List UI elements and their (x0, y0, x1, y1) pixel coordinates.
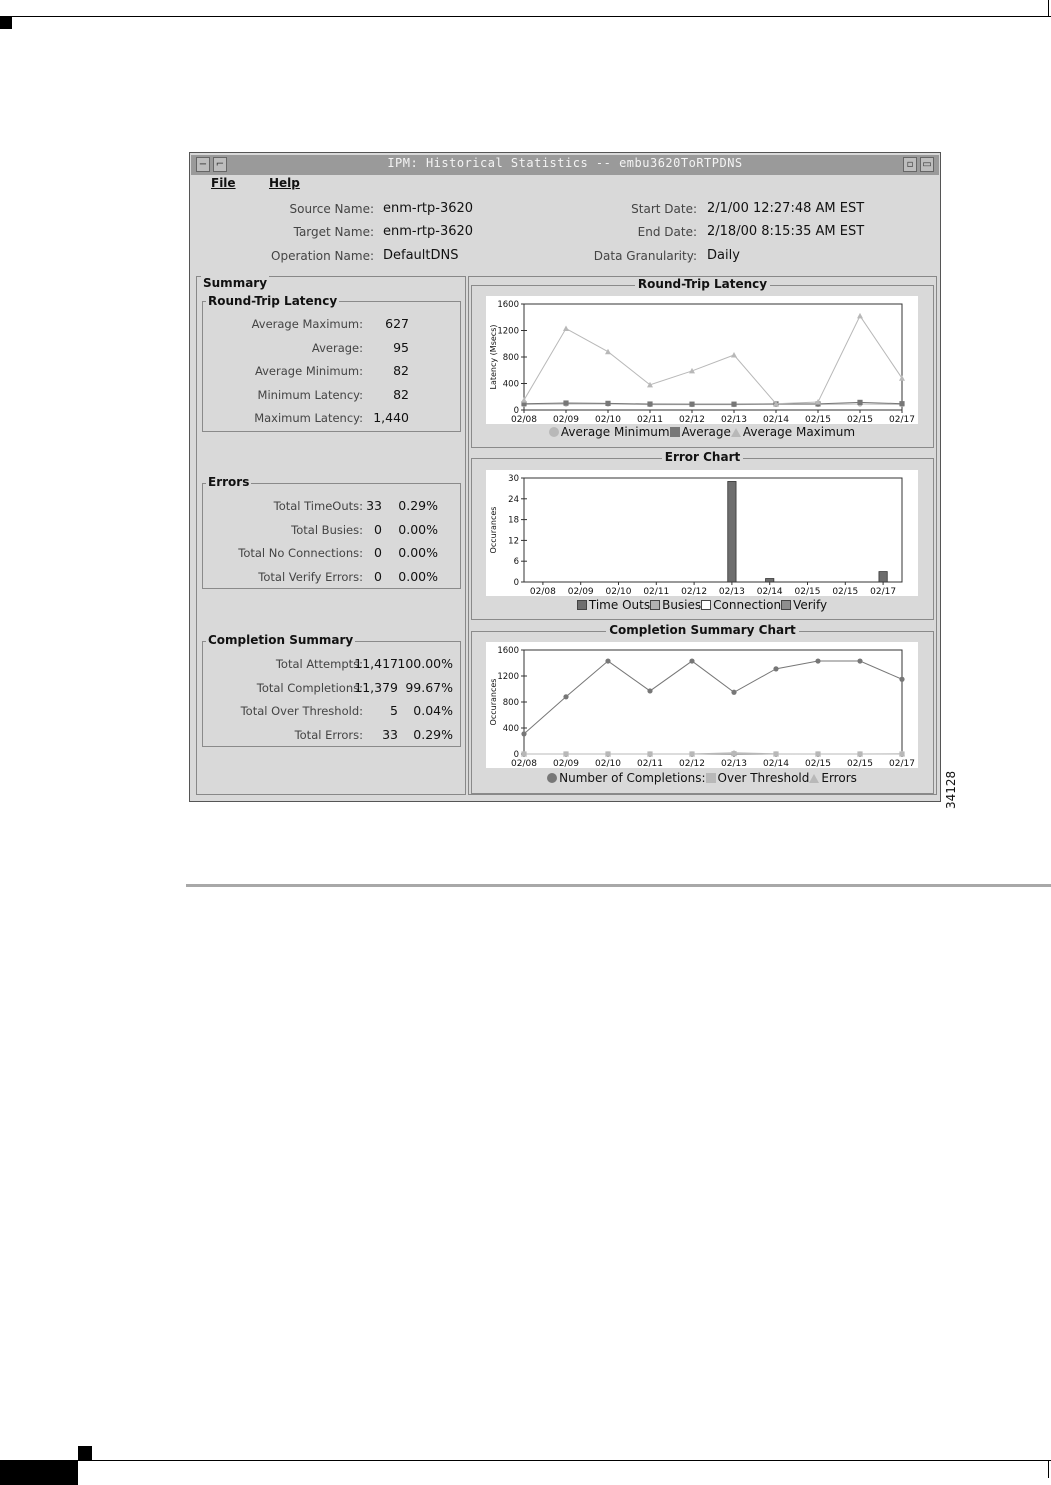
completion-chart (486, 642, 918, 768)
granularity-value: Daily (707, 248, 740, 263)
legend-label: Busies (662, 598, 702, 612)
y-tick-label: 6 (513, 557, 519, 568)
section-rule (186, 884, 1051, 887)
x-tick-label: 02/10 (595, 415, 621, 424)
error-bar (728, 481, 736, 582)
x-tick-label: 02/17 (889, 759, 915, 768)
y-tick-label: 1200 (497, 326, 519, 337)
x-tick-label: 02/10 (595, 759, 621, 768)
figure-id: 34128 (944, 770, 958, 810)
y-tick-label: 12 (508, 536, 519, 547)
x-tick-label: 02/15 (847, 415, 873, 424)
operation-name-value: DefaultDNS (383, 248, 459, 263)
error-chart (486, 470, 918, 596)
x-tick-label: 02/17 (889, 415, 915, 424)
data-point (605, 401, 610, 406)
latency-row-label: Average: (311, 340, 363, 355)
x-tick-label: 02/08 (511, 415, 537, 424)
y-axis-label: Occurances (489, 506, 498, 554)
legend-swatch (549, 427, 559, 437)
legend-swatch (701, 600, 711, 610)
completion-chart-legend (486, 770, 918, 786)
latency-row-value: 1,440 (373, 410, 409, 426)
y-tick-label: 0 (513, 750, 519, 760)
completion-row-label: Total Completions: (256, 680, 363, 695)
latency-summary-title: Round-Trip Latency (208, 294, 338, 308)
legend-item (650, 598, 701, 612)
errors-row-value: 0 (374, 568, 382, 584)
errors-row-percent: 0.29% (398, 498, 438, 513)
latency-row-label: Minimum Latency: (257, 387, 363, 402)
y-tick-label: 30 (508, 474, 519, 484)
data-point (563, 400, 568, 405)
menu-file[interactable] (211, 176, 236, 192)
data-point (563, 694, 568, 699)
x-tick-label: 02/09 (567, 587, 594, 596)
x-tick-label: 02/17 (870, 587, 897, 596)
bottom-right-tick (1048, 1461, 1049, 1478)
x-tick-label: 02/09 (553, 759, 579, 768)
target-name-label: Target Name: (293, 225, 374, 239)
legend-swatch (809, 774, 819, 783)
legend-item (670, 425, 731, 439)
completion-summary-title: Completion Summary (208, 633, 354, 647)
completion-chart-title-text: Completion Summary Chart (606, 623, 799, 637)
menu-bar (191, 175, 939, 193)
y-tick-label: 18 (508, 515, 519, 526)
x-tick-label: 02/10 (605, 587, 632, 596)
legend-item (549, 425, 670, 439)
data-point (689, 402, 694, 407)
completion-row-value: 11,379 (354, 679, 398, 695)
x-tick-label: 02/13 (721, 759, 747, 768)
menu-icon: ⌐ (215, 159, 225, 170)
error-chart-legend (486, 597, 918, 613)
latency-row-value: 82 (393, 363, 409, 379)
error-chart-title (471, 450, 934, 465)
x-tick-label: 02/14 (756, 587, 783, 596)
restore-button[interactable] (903, 157, 917, 172)
window-menu-button[interactable] (196, 157, 210, 172)
legend-label: Number of Completions: (559, 771, 706, 785)
completion-row-value: 33 (382, 726, 398, 742)
latency-chart-title-text: Round-Trip Latency (635, 277, 770, 291)
x-tick-label: 02/15 (832, 587, 859, 596)
latency-row-value: 627 (385, 316, 409, 331)
errors-row-percent: 0.00% (398, 568, 438, 584)
legend-swatch (706, 773, 716, 783)
completion-row-label: Total Attempts: (275, 657, 363, 671)
latency-chart-legend (486, 424, 918, 440)
end-date-label: End Date: (637, 225, 697, 239)
data-point (521, 731, 526, 736)
y-tick-label: 0 (513, 578, 519, 588)
y-axis-label: Occurances (489, 678, 498, 726)
latency-chart-title (471, 277, 934, 292)
completion-row-label: Total Over Threshold: (240, 704, 363, 719)
legend-label: Connection (713, 598, 782, 612)
legend-swatch (577, 600, 587, 610)
restore-icon: ▫ (906, 159, 914, 170)
errors-row-label: Total No Connections: (238, 546, 363, 561)
latency-row-value: 95 (393, 339, 409, 355)
window-shade-button[interactable] (213, 157, 227, 172)
completion-row-percent: 0.04% (413, 703, 453, 719)
maximize-icon: ▭ (922, 159, 932, 170)
maximize-button[interactable] (920, 157, 934, 172)
errors-row-label: Total Busies: (291, 522, 363, 537)
data-point (815, 658, 820, 663)
errors-row-label: Total Verify Errors: (258, 569, 363, 584)
y-tick-label: 800 (502, 353, 519, 363)
x-tick-label: 02/11 (637, 415, 663, 424)
x-tick-label: 02/15 (805, 415, 831, 424)
x-tick-label: 02/14 (763, 759, 789, 768)
data-point (647, 401, 652, 406)
bottom-corner-mark (78, 1446, 92, 1460)
legend-item (577, 598, 650, 612)
x-tick-label: 02/08 (511, 759, 537, 768)
error-bar (879, 572, 887, 582)
data-point (605, 658, 610, 663)
start-date-label: Start Date: (631, 202, 697, 216)
start-date-value: 2/1/00 12:27:48 AM EST (707, 201, 865, 216)
top-right-tick (1048, 0, 1049, 17)
latency-row-label: Average Minimum: (254, 364, 363, 379)
data-point (731, 690, 736, 695)
menu-help[interactable] (269, 176, 300, 192)
granularity-label: Data Granularity: (593, 249, 697, 263)
latency-row-label: Maximum Latency: (254, 411, 363, 426)
x-tick-label: 02/09 (553, 415, 579, 424)
legend-item (547, 771, 705, 785)
completion-row-value: 11,417 (354, 656, 398, 671)
legend-label: Average Minimum (560, 425, 670, 439)
x-tick-label: 02/11 (643, 587, 670, 596)
legend-label: Errors (821, 771, 857, 785)
bottom-page-bar (0, 1461, 78, 1485)
legend-swatch (650, 600, 660, 610)
legend-label: Verify (793, 598, 828, 612)
y-tick-label: 400 (502, 379, 519, 390)
legend-swatch (547, 773, 557, 783)
latency-chart (486, 296, 918, 424)
legend-swatch (781, 600, 791, 610)
top-rule (0, 16, 1051, 17)
errors-row-percent: 0.00% (398, 521, 438, 537)
y-tick-label: 0 (513, 406, 519, 416)
legend-label: Over Threshold (717, 771, 810, 785)
x-tick-label: 02/08 (529, 587, 556, 596)
latency-row-value: 82 (393, 386, 409, 402)
data-point (647, 688, 652, 693)
x-tick-label: 02/12 (679, 759, 705, 768)
x-tick-label: 02/15 (805, 759, 831, 768)
source-name-label: Source Name: (289, 202, 374, 216)
source-name-value: enm-rtp-3620 (383, 201, 474, 216)
window-title: IPM: Historical Statistics -- embu3620ToRTPDNS (387, 156, 743, 170)
latency-row-label: Average Maximum: (251, 317, 363, 331)
errors-row-label: Total TimeOuts: (273, 499, 363, 513)
operation-name-label: Operation Name: (271, 249, 374, 263)
completion-row-percent: 100.00% (397, 656, 453, 671)
menu-help-label: Help (269, 176, 300, 190)
x-tick-label: 02/15 (794, 587, 821, 596)
errors-row-percent: 0.00% (398, 545, 438, 561)
completion-row-label: Total Errors: (294, 727, 363, 742)
errors-row-value: 0 (374, 545, 382, 561)
y-tick-label: 1600 (497, 300, 519, 310)
minimize-icon: − (198, 159, 208, 170)
legend-item (809, 771, 857, 785)
error-bar (766, 579, 774, 582)
errors-summary-title: Errors (208, 475, 250, 489)
data-point (689, 658, 694, 663)
end-date-value: 2/18/00 8:15:35 AM EST (707, 224, 865, 239)
x-tick-label: 02/12 (679, 415, 705, 424)
data-point (731, 402, 736, 407)
x-tick-label: 02/14 (763, 415, 789, 424)
y-tick-label: 400 (502, 724, 519, 734)
data-point (899, 677, 904, 682)
plot-background (486, 470, 918, 596)
legend-item (781, 598, 827, 612)
completion-row-value: 5 (390, 703, 398, 719)
y-tick-label: 1200 (497, 672, 519, 682)
x-tick-label: 02/11 (637, 759, 663, 768)
legend-swatch (731, 428, 741, 437)
y-axis-label: Latency (Msecs) (489, 324, 498, 390)
x-tick-label: 02/15 (847, 759, 873, 768)
errors-row-value: 0 (374, 521, 382, 537)
target-name-value: enm-rtp-3620 (383, 224, 474, 239)
data-point (773, 666, 778, 671)
top-corner-mark (0, 17, 12, 29)
legend-swatch (670, 427, 680, 437)
legend-label: Time Outs (588, 598, 651, 612)
legend-item (731, 425, 855, 439)
legend-item (706, 771, 810, 785)
legend-label: Average Maximum (742, 425, 856, 439)
completion-chart-title (471, 623, 934, 638)
data-point (899, 401, 904, 406)
x-tick-label: 02/13 (721, 415, 747, 424)
completion-row-percent: 0.29% (413, 726, 453, 742)
y-tick-label: 24 (508, 494, 519, 505)
menu-file-label: File (211, 176, 236, 190)
x-tick-label: 02/13 (718, 587, 745, 596)
error-chart-title-text: Error Chart (662, 450, 743, 464)
legend-item (701, 598, 781, 612)
data-point (857, 658, 862, 663)
summary-title: Summary (203, 276, 268, 290)
y-tick-label: 1600 (497, 646, 519, 656)
errors-row-value: 33 (366, 498, 382, 513)
y-tick-label: 800 (502, 698, 519, 708)
x-tick-label: 02/12 (681, 587, 708, 596)
data-point (857, 400, 862, 405)
bottom-rule (0, 1460, 1051, 1461)
completion-row-percent: 99.67% (405, 679, 453, 695)
legend-label: Average (681, 425, 731, 439)
